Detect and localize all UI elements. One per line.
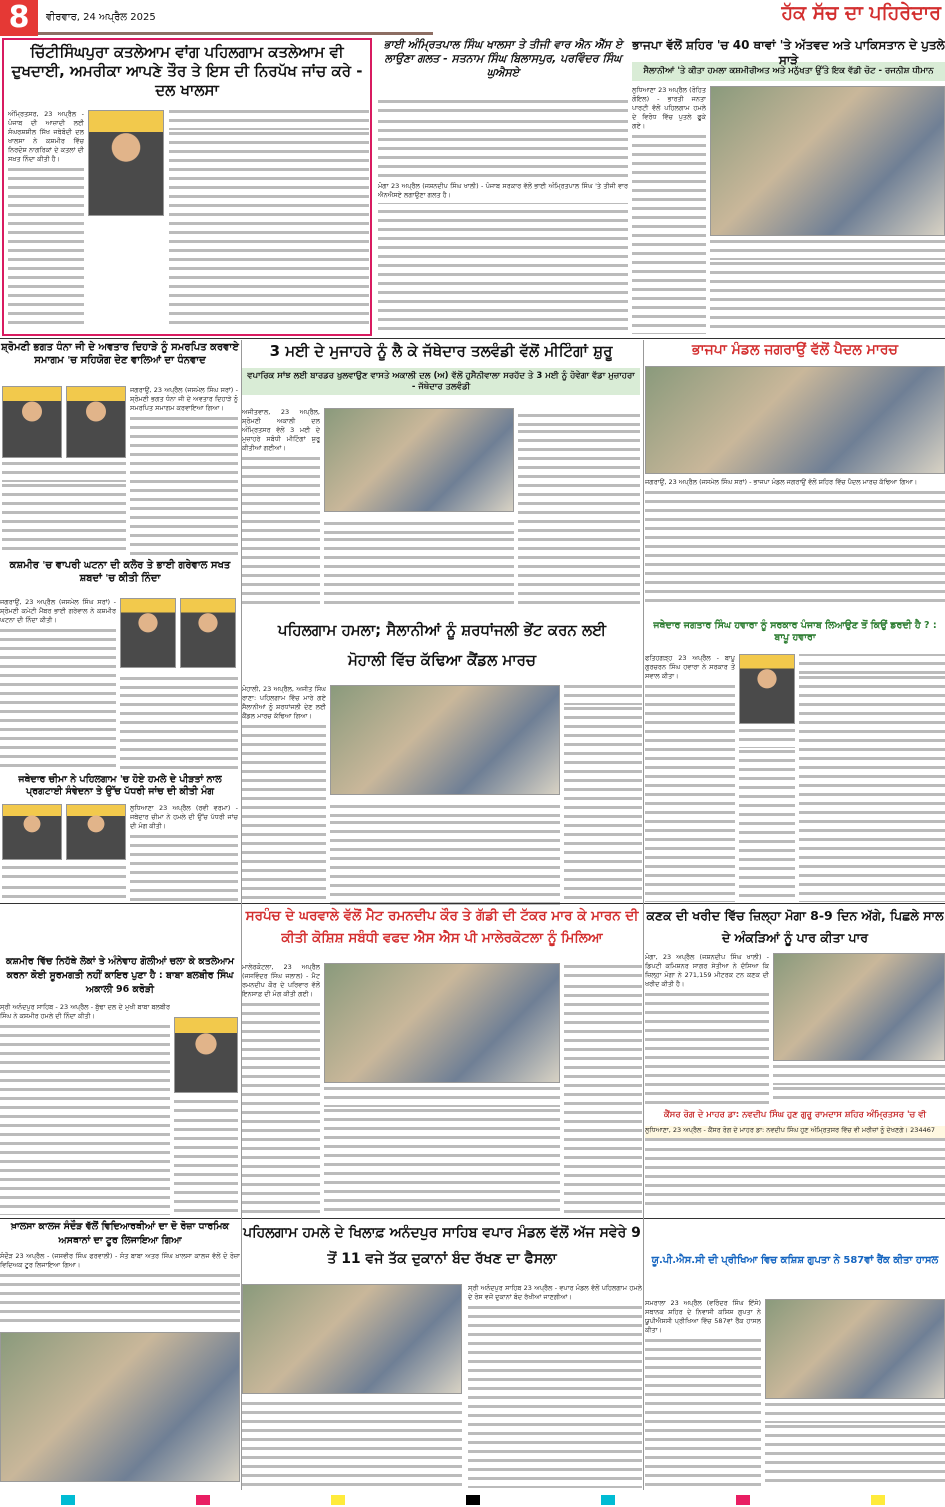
headline: ਯੂ.ਪੀ.ਐਸ.ਸੀ ਦੀ ਪ੍ਰੀਖਿਆ ਵਿਚ ਕਸ਼ਿਸ਼ ਗੁਪਤਾ ਨੇ 587ਵਾਂ ਰੈਂਕ ਕੀਤਾ ਹਾਸਲ <box>651 1255 939 1266</box>
article-body-cont <box>518 408 640 604</box>
page-number-box: 8 <box>0 0 38 36</box>
article-body: ਲੁਧਿਆਣਾ 23 ਅਪ੍ਰੈਲ (ਰਵੀ ਵਰਮਾ) - ਜਥੇਦਾਰ ਚੀਮਾ ਨੇ ਹਮਲੇ ਦੀ ਉੱਚ ਪੱਧਰੀ ਜਾਂਚ ਦੀ ਮੰਗ ਕੀਤੀ। <box>130 804 238 902</box>
article-khalsa-college-tour <box>0 1220 240 1488</box>
cyan-swatch <box>61 1495 75 1505</box>
article-body: ਸ੍ਰੀ ਅਨੰਦਪੁਰ ਸਾਹਿਬ - 23 ਅਪ੍ਰੈਲ - ਬੁੱਢਾ ਦਲ ਦੇ ਮੁਖੀ ਬਾਬਾ ਬਲਬੀਰ ਸਿੰਘ ਨੇ ਕਸ਼ਮੀਰ ਹਮਲੇ ਦੀ ਨਿੰਦਾ ਕੀਤੀ। <box>0 1003 170 1215</box>
article-body: ਅਜੀਤਵਾਲ, 23 ਅਪ੍ਰੈਲ, ਸ਼੍ਰੋਮਣੀ ਅਕਾਲੀ ਦਲ ਅੰਮ੍ਰਿਤਸਰ ਵੱਲੋਂ 3 ਮਈ ਦੇ ਮੁਜ਼ਾਹਰੇ ਸਬੰਧੀ ਮੀਟਿੰਗਾਂ ਸ਼ੁਰੂ ਕੀਤੀਆਂ ਗਈਆਂ। <box>242 408 320 604</box>
article-body-cont <box>799 654 945 902</box>
photo-meeting <box>324 408 514 512</box>
photo-grain-market <box>773 953 945 1061</box>
article-grewal-condemn <box>0 560 240 772</box>
article-body: ਮਾਲੇਰਕੋਟਲਾ, 23 ਅਪ੍ਰੈਲ (ਜਸਵਿੰਦਰ ਸਿੰਘ ਜਲਾਲ) - ਮੈਟ ਰਮਨਦੀਪ ਕੌਰ ਦੇ ਪਰਿਵਾਰ ਵੱਲੋਂ ਇਨਸਾਫ਼ ਦੀ ਮੰਗ ਕੀਤੀ ਗਈ। <box>242 963 320 1217</box>
article-talwandi-meetings <box>242 342 640 604</box>
masthead-logo: ਹੱਕ ਸੱਚ ਦਾ ਪਹਿਰੇਦਾਰ <box>781 2 941 24</box>
headline: ਪਹਿਲਗਾਮ ਹਮਲਾ; ਸੈਲਾਨੀਆਂ ਨੂੰ ਸ਼ਰਧਾਂਜਲੀ ਭੇਂਟ ਕਰਨ ਲਈ ਮੋਹਾਲੀ ਵਿੱਚ ਕੱਢਿਆ ਕੈਂਡਲ ਮਾਰਚ <box>277 621 607 669</box>
photo-portrait <box>2 804 62 860</box>
article-bhagat-dhanna <box>0 342 240 557</box>
article-dal-khalsa <box>2 38 372 336</box>
article-body: ਸੰਦੌੜ 23 ਅਪ੍ਰੈਲ - (ਜਸਵੀਰ ਸਿੰਘ ਫਰਵਾਲੀ) - ਸੰਤ ਬਾਬਾ ਅਤਰ ਸਿੰਘ ਖ਼ਾਲਸਾ ਕਾਲਜ ਵੱਲੋਂ ਦੋ ਰੋਜ਼ਾ ਵਿਦਿਅਕ ਟੂਰ ਲਿਜਾਇਆ ਗਿਆ। <box>0 1252 240 1328</box>
article-body: ਅੰਮ੍ਰਿਤਸਰ, 23 ਅਪ੍ਰੈਲ - ਪੰਜਾਬ ਦੀ ਆਜ਼ਾਦੀ ਲਈ ਸੰਘਰਸ਼ਸ਼ੀਲ ਸਿੱਖ ਜਥੇਬੰਦੀ ਦਲ ਖਾਲਸਾ ਨੇ ਕਸ਼ਮੀਰ ਵਿੱਚ ਨਿਰਦੋਸ਼ ਨਾਗਰਿਕਾਂ ਦੇ ਕਤਲਾਂ ਦੀ ਸਖ਼ਤ ਨਿੰਦਾ ਕੀਤੀ ਹੈ। <box>8 110 84 330</box>
photo-traders <box>242 1284 462 1394</box>
headline: ਖ਼ਾਲਸਾ ਕਾਲਜ ਸੰਦੌੜ ਵੱਲੋਂ ਵਿਦਿਆਰਥੀਆਂ ਦਾ ਦੋ ਰੋਜ਼ਾ ਧਾਰਮਿਕ ਅਸਥਾਨਾਂ ਦਾ ਟੂਰ ਲਿਜਾਇਆ ਗਿਆ <box>11 1221 229 1246</box>
headline: ਕਸ਼ਮੀਰ ਵਿੱਚ ਨਿਹੱਥੇ ਲੋਕਾਂ ਤੇ ਅੰਨੇਵਾਹ ਗੋਲੀਆਂ ਚਲਾ ਕੇ ਕਤਲੇਆਮ ਕਰਨਾ ਕੋਈ ਸੂਰਮਗਤੀ ਨਹੀਂ ਕਾਇਰ ਪੁਣਾ ਹੈ : ਬਾਬਾ ਬਲਬੀਰ ਸਿੰਘ ਅਕਾਲੀ 96 ਕਰੋੜੀ <box>6 956 234 995</box>
article-body-cont <box>2 462 126 556</box>
headline: ਕਸ਼ਮੀਰ 'ਚ ਵਾਪਰੀ ਘਟਨਾ ਦੀ ਕਲੋਰ ਤੇ ਭਾਈ ਗਰੇਵਾਲ ਸਖਤ ਸ਼ਬਦਾਂ 'ਚ ਕੀਤੀ ਨਿੰਦਾ <box>9 560 231 584</box>
article-body: ਫਤਿਹਗੜ੍ਹ 23 ਅਪ੍ਰੈਲ - ਬਾਪੂ ਗੁਰਚਰਨ ਸਿੰਘ ਹਵਾਰਾ ਨੇ ਸਰਕਾਰ ਤੋਂ ਸਵਾਲ ਕੀਤਾ। <box>645 654 735 902</box>
photo-portrait <box>66 804 126 860</box>
article-body: ਜਗਰਾਉਂ, 23 ਅਪ੍ਰੈਲ (ਜਸਮੇਲ ਸਿੰਘ ਸਰਾਂ) - ਭਾਜਪਾ ਮੰਡਲ ਜਗਰਾਉਂ ਵੱਲੋਂ ਸ਼ਹਿਰ ਵਿੱਚ ਪੈਦਲ ਮਾਰਚ ਕੱਢਿਆ ਗਿਆ। <box>645 478 945 604</box>
article-body: ਜਗਰਾਉਂ, 23 ਅਪ੍ਰੈਲ (ਜਸਮੇਲ ਸਿੰਘ ਸਰਾਂ) - ਸ਼੍ਰੋਮਣੀ ਭਗਤ ਧੰਨਾ ਜੀ ਦੇ ਅਵਤਾਰ ਦਿਹਾੜੇ ਨੂੰ ਸਮਰਪਿਤ ਸਮਾਗਮ ਕਰਵਾਇਆ ਗਿਆ। <box>130 386 238 556</box>
divider <box>241 340 242 1490</box>
article-ramandeep <box>242 905 642 1217</box>
headline: ਭਾਜਪਾ ਵੱਲੋਂ ਸ਼ਹਿਰ 'ਚ 40 ਥਾਵਾਂ 'ਤੇ ਅੱਤਵਦ ਅਤੇ ਪਾਕਿਸਤਾਨ ਦੇ ਪੁਤਲੇ ਸਾੜੇ <box>632 38 945 67</box>
article-body: ਮੋਗਾ, 23 ਅਪ੍ਰੈਲ (ਜਸ਼ਨਦੀਪ ਸਿੰਘ ਖਾਲੀ) - ਡਿਪਟੀ ਕਮਿਸ਼ਨਰ ਸਾਗਰ ਸੇਤੀਆ ਨੇ ਦੱਸਿਆ ਕਿ ਜ਼ਿਲ੍ਹਾ ਮੋਗਾ ਨੇ 271,159 ਮੀਟਰਕ ਟਨ ਕਣਕ ਦੀ ਖਰੀਦ ਕੀਤੀ ਹੈ। <box>645 953 769 1105</box>
divider <box>0 338 945 339</box>
article-cheema <box>0 774 240 902</box>
photo-delegation <box>324 963 560 1083</box>
article-bjp-march <box>645 342 945 604</box>
magenta-swatch <box>196 1495 210 1505</box>
photo-portrait <box>66 386 126 458</box>
article-body: ਸ੍ਰੀ ਅਨੰਦਪੁਰ ਸਾਹਿਬ 23 ਅਪ੍ਰੈਲ - ਵਪਾਰ ਮੰਡਲ ਵੱਲੋਂ ਪਹਿਲਗਾਮ ਹਮਲੇ ਦੇ ਰੋਸ ਵਜੋਂ ਦੁਕਾਨਾਂ ਬੰਦ ਰੱਖੀਆਂ ਜਾਣਗੀਆਂ। <box>468 1284 642 1488</box>
subheadline: ਵਪਾਰਿਕ ਸਾਂਝ ਲਈ ਬਾਰਡਰ ਖੁਲਵਾਉਣ ਵਾਸਤੇ ਅਕਾਲੀ ਦਲ (ਅ) ਵੱਲੋਂ ਹੁਸੈਨੀਵਾਲਾ ਸਰਹੱਦ ਤੇ 3 ਮਈ ਨੂੰ ਹੋਵੇਗਾ ਵੱਡਾ ਮੁਜ਼ਾਹਰਾ - ਜੱਥੇਦਾਰ ਤਲਵੰਡੀ <box>242 368 640 395</box>
article-body-cont <box>739 728 795 902</box>
article-body-cont <box>324 1087 560 1217</box>
headline: 3 ਮਈ ਦੇ ਮੁਜਾਹਰੇ ਨੂੰ ਲੈ ਕੇ ਜੱਥੇਦਾਰ ਤਲਵੰਡੀ ਵੱਲੋਂ ਮੀਟਿੰਗਾਂ ਸ਼ੁਰੂ <box>269 342 613 360</box>
photo-portrait <box>180 598 236 668</box>
divider <box>0 1218 945 1219</box>
headline: ਜਥੇਦਾਰ ਜਗਤਾਰ ਸਿੰਘ ਹਵਾਰਾ ਨੂੰ ਸਰਕਾਰ ਪੰਜਾਬ ਲਿਆਉਣ ਤੋਂ ਕਿਉਂ ਡਰਦੀ ਹੈ ? : ਬਾਪੂ ਹਵਾਰਾ <box>653 620 937 643</box>
header-rule <box>38 32 433 35</box>
yellow-swatch <box>871 1495 885 1505</box>
photo-portrait <box>174 1017 238 1093</box>
article-candle-march <box>242 615 642 905</box>
article-wheat-moga <box>645 905 945 1105</box>
article-hawara <box>645 620 945 902</box>
article-body-cont <box>330 799 560 905</box>
article-body-cont <box>324 516 514 604</box>
headline: ਭਾਜਪਾ ਮੰਡਲ ਜਗਰਾਉਂ ਵੱਲੋਂ ਪੈਦਲ ਮਾਰਚ <box>692 342 898 358</box>
issue-date: ਵੀਰਵਾਰ, 24 ਅਪ੍ਰੈਲ 2025 <box>46 12 156 23</box>
yellow-swatch <box>331 1495 345 1505</box>
photo-portrait <box>120 598 176 668</box>
divider <box>643 340 644 1490</box>
article-body: ਲੁਧਿਆਣਾ, 23 ਅਪ੍ਰੈਲ - ਕੈਂਸਰ ਰੋਗ ਦੇ ਮਾਹਰ ਡਾ: ਨਵਦੀਪ ਸਿੰਘ ਹੁਣ ਅੰਮ੍ਰਿਤਸਰ ਵਿੱਚ ਵੀ ਮਰੀਜ਼ਾਂ ਨੂੰ ਦੇਖਣਗੇ। 234467 <box>645 1126 945 1208</box>
headline: ਭਾਈ ਅੰਮ੍ਰਿਤਪਾਲ ਸਿੰਘ ਖਾਲਸਾ ਤੇ ਤੀਜੀ ਵਾਰ ਐਨ ਐੱਸ ਏ ਲਾਉਣਾ ਗਲਤ - ਸਤਨਾਮ ਸਿੰਘ ਬਿਲਾਸਪੁਰ, ਪਰਵਿੰਦਰ ਸਿੰਘ ਘੁਐਸਏ <box>383 38 623 79</box>
cyan-swatch <box>601 1495 615 1505</box>
article-body-cont <box>169 110 369 330</box>
article-dr-navdeep <box>645 1110 945 1220</box>
article-body-cont <box>2 864 126 902</box>
photo-portrait <box>739 654 795 724</box>
article-body-cont <box>120 672 238 770</box>
article-body-cont <box>564 685 642 905</box>
photo-students <box>0 1332 240 1482</box>
article-body-cont <box>765 1403 945 1488</box>
divider <box>0 903 945 904</box>
color-registration-bar <box>0 1492 945 1507</box>
article-bjp-effigy <box>632 38 945 336</box>
headline: ਕਣਕ ਦੀ ਖਰੀਦ ਵਿੱਚ ਜ਼ਿਲ੍ਹਾ ਮੋਗਾ 8-9 ਦਿਨ ਅੱਗੇ, ਪਿਛਲੇ ਸਾਲ ਦੇ ਅੰਕੜਿਆਂ ਨੂੰ ਪਾਰ ਕੀਤਾ ਪਾਰ <box>646 908 944 945</box>
article-body-cont <box>564 963 642 1217</box>
article-body-cont <box>242 1398 462 1488</box>
article-upsc-kashish <box>645 1255 945 1488</box>
photo-portrait <box>88 110 164 216</box>
black-swatch <box>466 1495 480 1505</box>
photo-protest <box>710 86 945 236</box>
article-amritpal-nsa <box>378 38 628 336</box>
photo-portrait <box>2 386 62 458</box>
article-body-cont <box>174 1097 238 1215</box>
article-body-cont <box>710 240 945 334</box>
article-body: ਜਗਰਾਉਂ, 23 ਅਪ੍ਰੈਲ (ਜਸਮੇਲ ਸਿੰਘ ਸਰਾਂ) - ਸ਼੍ਰੋਮਣੀ ਕਮੇਟੀ ਮੈਂਬਰ ਭਾਈ ਗਰੇਵਾਲ ਨੇ ਕਸ਼ਮੀਰ ਘਟਨਾ ਦੀ ਨਿੰਦਾ ਕੀਤੀ। <box>0 598 116 770</box>
article-baba-balbir <box>0 955 240 1215</box>
headline: ਸਰਪੰਚ ਦੇ ਘਰਵਾਲੇ ਵੱਲੋਂ ਮੈਟ ਰਮਨਦੀਪ ਕੌਰ ਤੇ ਗੱਡੀ ਦੀ ਟੱਕਰ ਮਾਰ ਕੇ ਮਾਰਨ ਦੀ ਕੀਤੀ ਕੋਸ਼ਿਸ਼ ਸਬੰਧੀ ਵਫਦ ਐਸ ਐਸ ਪੀ ਮਾਲੇਰਕੋਟਲਾ ਨੂੰ ਮਿਲਿਆ <box>245 908 639 946</box>
headline: ਪਹਿਲਗਾਮ ਹਮਲੇ ਦੇ ਖਿਲਾਫ਼ ਅਨੰਦਪੁਰ ਸਾਹਿਬ ਵਪਾਰ ਮੰਡਲ ਵੱਲੋਂ ਅੱਜ ਸਵੇਰੇ 9 ਤੋਂ 11 ਵਜੇ ਤੱਕ ਦੁਕਾਨਾਂ ਬੰਦ ਰੱਖਣ ਦਾ ਫੈਸਲਾ <box>243 1225 641 1267</box>
article-body-cont <box>773 1065 945 1105</box>
headline: ਸ਼੍ਰੋਮਣੀ ਭਗਤ ਧੰਨਾ ਜੀ ਦੇ ਅਵਤਾਰ ਦਿਹਾੜੇ ਨੂੰ ਸਮਰਪਿਤ ਕਰਵਾਏ ਸਮਾਗਮ 'ਚ ਸਹਿਯੋਗ ਦੇਣ ਵਾਲਿਆਂ ਦਾ ਧੰਨਵਾਦ <box>1 342 239 366</box>
photo-march <box>645 366 945 474</box>
headline: ਕੈਂਸਰ ਰੋਗ ਦੇ ਮਾਹਰ ਡਾ: ਨਵਦੀਪ ਸਿੰਘ ਹੁਣ ਗੁਰੂ ਰਾਮਦਾਸ ਸ਼ਹਿਰ ਅੰਮ੍ਰਿਤਸਰ 'ਚ ਵੀ <box>663 1110 927 1120</box>
magenta-swatch <box>736 1495 750 1505</box>
article-body: ਸਮਰਾਲਾ 23 ਅਪ੍ਰੈਲ (ਵਰਿੰਦਰ ਸਿੰਘ ਇੱਸੋ) ਸਥਾਨਕ ਸ਼ਹਿਰ ਦੇ ਨਿਵਾਸੀ ਕਸ਼ਿਸ਼ ਗੁਪਤਾ ਨੇ ਯੂਪੀਐਸਸੀ ਪ੍ਰੀਖਿਆ ਵਿੱਚ 587ਵਾਂ ਰੈਂਕ ਹਾਸਲ ਕੀਤਾ। <box>645 1299 761 1488</box>
article-body: ਮੋਗਾ 23 ਅਪ੍ਰੈਲ (ਜਸ਼ਨਦੀਪ ਸਿੰਘ ਖਾਲੀ) - ਪੰਜਾਬ ਸਰਕਾਰ ਵੱਲੋਂ ਭਾਈ ਅੰਮ੍ਰਿਤਪਾਲ ਸਿੰਘ 'ਤੇ ਤੀਜੀ ਵਾਰ ਐਨਐਸਏ ਲਗਾਉਣਾ ਗਲਤ ਹੈ। <box>378 98 628 334</box>
photo-celebration <box>765 1299 945 1399</box>
article-anandpur-shutdown <box>242 1220 642 1488</box>
headline: ਚਿੱਟੀਸਿੰਘਪੁਰਾ ਕਤਲੇਆਮ ਵਾਂਗ ਪਹਿਲਗਾਮ ਕਤਲੇਆਮ ਵੀ ਦੁਖਦਾਈ, ਅਮਰੀਕਾ ਆਪਣੇ ਤੌਰ ਤੇ ਇਸ ਦੀ ਨਿਰਪੱਖ ਜਾਂਚ ਕਰੇ - ਦਲ ਖਾਲਸਾ <box>11 43 363 99</box>
article-body: ਲੁਧਿਆਣਾ 23 ਅਪ੍ਰੈਲ (ਰੋਹਿਤ ਗੋਇਲ) - ਭਾਰਤੀ ਜਨਤਾ ਪਾਰਟੀ ਵੱਲੋਂ ਪਹਿਲਗਾਮ ਹਮਲੇ ਦੇ ਵਿਰੋਧ ਵਿੱਚ ਪੁਤਲੇ ਫੂਕੇ ਗਏ। <box>632 86 706 334</box>
article-body: ਮੋਹਾਲੀ, 23 ਅਪ੍ਰੈਲ, ਅਜੀਤ ਸਿੰਘ ਰਾਣਾ: ਪਹਿਲਗਾਮ ਵਿੱਚ ਮਾਰੇ ਗਏ ਸੈਲਾਨੀਆਂ ਨੂੰ ਸ਼ਰਧਾਂਜਲੀ ਦੇਣ ਲਈ ਕੈਂਡਲ ਮਾਰਚ ਕੱਢਿਆ ਗਿਆ। <box>242 685 326 905</box>
photo-candle-march <box>330 685 560 795</box>
subheadline: ਸੈਲਾਨੀਆਂ 'ਤੇ ਕੀਤਾ ਹਮਲਾ ਕਸ਼ਮੀਰੀਅਤ ਅਤੇ ਮਨੁੱਖਤਾ ਉੱਤੇ ਇਕ ਵੱਡੀ ਚੋਟ - ਰਜਨੀਸ਼ ਧੀਮਾਨ <box>632 62 945 81</box>
headline: ਜਥੇਦਾਰ ਚੀਮਾ ਨੇ ਪਹਿਲਗਾਮ 'ਚ ਹੋਏ ਹਮਲੇ ਦੇ ਪੀੜਤਾਂ ਨਾਲ ਪ੍ਰਗਟਾਈ ਸੰਵੇਦਨਾ ਤੇ ਉੱਚ ਪੱਧਰੀ ਜਾਂਚ ਦੀ ਕੀਤੀ ਮੰਗ <box>18 774 222 797</box>
